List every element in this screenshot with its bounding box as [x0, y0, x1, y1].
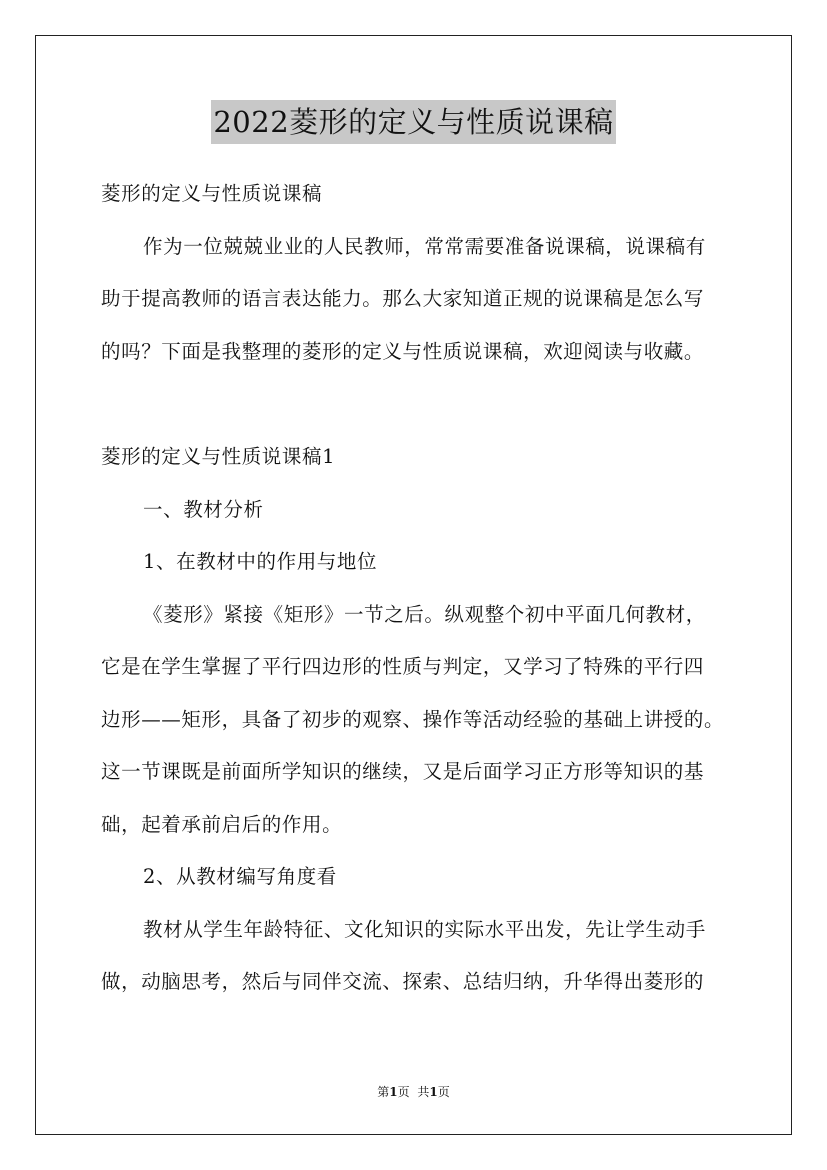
- paragraph-line: 础，起着承前启后的作用。: [101, 812, 343, 836]
- paragraph-line: 教材从学生年龄特征、文化知识的实际水平出发，先让学生动手: [143, 917, 706, 941]
- page-suffix: 页: [397, 1085, 410, 1099]
- document-body: [101, 168, 733, 1009]
- paragraph-line: 这一节课既是前面所学知识的继续，又是后面学习正方形等知识的基: [101, 760, 705, 783]
- heading-teaching-material-analysis: 一、教材分析: [143, 497, 264, 521]
- subheading-role-and-position: 1、在教材中的作用与地位: [143, 550, 378, 573]
- page-footer: [0, 1083, 827, 1101]
- intro-line: 作为一位兢兢业业的人民教师，常常需要准备说课稿，说课稿有: [143, 234, 706, 258]
- total-suffix: 页: [437, 1085, 450, 1099]
- intro-line: 助于提高教师的语言表达能力。那么大家知道正规的说课稿是怎么写: [101, 287, 705, 310]
- paragraph-line: 边形——矩形，具备了初步的观察、操作等活动经验的基础上讲授的。: [101, 707, 725, 731]
- paragraph-line: 它是在学生掌握了平行四边形的性质与判定，又学习了特殊的平行四: [101, 655, 705, 678]
- page-prefix: 第: [377, 1085, 390, 1099]
- document-subtitle: 菱形的定义与性质说课稿: [101, 182, 323, 205]
- paragraph-spacer: [101, 378, 733, 431]
- paragraph-line: 《菱形》紧接《矩形》一节之后。纵观整个初中平面几何教材，: [143, 602, 706, 626]
- total-pages: 1: [429, 1085, 438, 1099]
- subheading-compilation-angle: 2、从教材编写角度看: [143, 865, 337, 888]
- intro-line: 的吗？下面是我整理的菱形的定义与性质说课稿，欢迎阅读与收藏。: [101, 339, 705, 363]
- page-number: 1: [389, 1085, 398, 1099]
- paragraph-line: 做，动脑思考，然后与同伴交流、探索、总结归纳，升华得出菱形的: [101, 970, 705, 993]
- document-title: [0, 100, 827, 144]
- document-title-text: 2022菱形的定义与性质说课稿: [211, 100, 615, 144]
- section-title: 菱形的定义与性质说课稿1: [101, 445, 336, 468]
- total-prefix: 共: [417, 1085, 430, 1099]
